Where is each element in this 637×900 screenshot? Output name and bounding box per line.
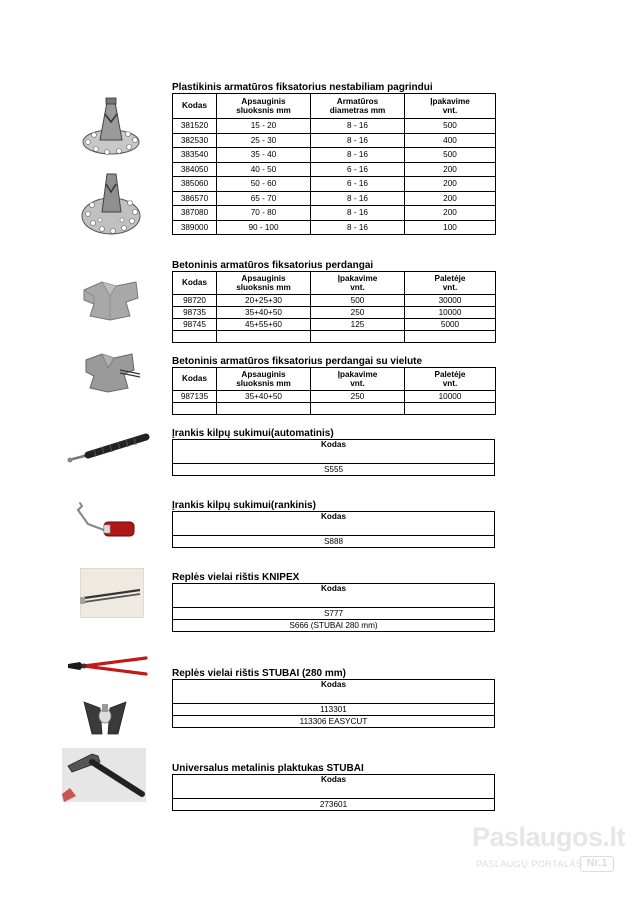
header-cover: Apsauginis sluoksnis mm bbox=[217, 94, 311, 119]
table-row bbox=[173, 133, 496, 148]
table-row bbox=[173, 331, 496, 343]
table-row bbox=[173, 295, 496, 307]
table-row bbox=[173, 206, 496, 221]
knipex-pliers-image bbox=[80, 568, 144, 618]
table-row bbox=[173, 177, 496, 192]
table-cell: 70 - 80 bbox=[217, 206, 311, 221]
table-cell: 113301 bbox=[173, 704, 495, 716]
product-table bbox=[172, 583, 495, 632]
table-row bbox=[173, 391, 496, 403]
table-cell: 40 - 50 bbox=[217, 162, 311, 177]
table-body bbox=[173, 608, 495, 632]
table-row bbox=[173, 319, 496, 331]
table-cell: S666 (STUBAI 280 mm) bbox=[173, 620, 495, 632]
table-cell: S555 bbox=[173, 464, 495, 476]
table-cell: 45+55+60 bbox=[217, 319, 311, 331]
table-cell: 20+25+30 bbox=[217, 295, 311, 307]
section-stubai-pliers bbox=[172, 668, 495, 728]
watermark-tagline: PASLAUGŲ PORTALAS bbox=[476, 859, 583, 869]
table-cell: 500 bbox=[405, 148, 496, 163]
table-cell: 389000 bbox=[173, 220, 217, 235]
table-cell: 386570 bbox=[173, 191, 217, 206]
table-cell bbox=[217, 331, 311, 343]
table-cell: 6 - 16 bbox=[311, 162, 405, 177]
table-cell bbox=[311, 331, 405, 343]
stubai-pliers-image bbox=[66, 656, 150, 680]
header-package: Įpakavime vnt. bbox=[311, 368, 405, 391]
section-concrete-spacer-wire bbox=[172, 356, 495, 415]
section-tool-manual bbox=[172, 500, 495, 548]
table-cell: 250 bbox=[311, 307, 405, 319]
table-cell: 383540 bbox=[173, 148, 217, 163]
table-row bbox=[173, 220, 496, 235]
section-knipex-pliers bbox=[172, 572, 495, 632]
plastic-spacer-small-image bbox=[80, 92, 142, 160]
header-pallet: Paletėje vnt. bbox=[405, 368, 496, 391]
table-cell: 200 bbox=[405, 177, 496, 192]
table-cell: 8 - 16 bbox=[311, 133, 405, 148]
table-cell: 30000 bbox=[405, 295, 496, 307]
section-hammer bbox=[172, 763, 495, 811]
section-title: Universalus metalinis plaktukas STUBAI bbox=[172, 763, 364, 774]
table-row bbox=[173, 119, 496, 134]
product-table bbox=[172, 93, 496, 235]
header-package: Įpakavime vnt. bbox=[311, 272, 405, 295]
table-cell: 15 - 20 bbox=[217, 119, 311, 134]
table-cell: 8 - 16 bbox=[311, 220, 405, 235]
table-cell bbox=[311, 403, 405, 415]
table-row bbox=[173, 716, 495, 728]
header-diameter: Armatūros diametras mm bbox=[311, 94, 405, 119]
table-body bbox=[173, 536, 495, 548]
table-cell bbox=[217, 403, 311, 415]
product-table bbox=[172, 679, 495, 728]
table-cell bbox=[173, 331, 217, 343]
watermark-brand: Paslaugos.lt bbox=[472, 822, 626, 852]
table-cell: 113306 EASYCUT bbox=[173, 716, 495, 728]
section-title: Įrankis kilpų sukimui(rankinis) bbox=[172, 500, 316, 511]
table-row bbox=[173, 704, 495, 716]
table-cell: 35+40+50 bbox=[217, 307, 311, 319]
pliers-head-image bbox=[80, 698, 130, 736]
header-kodas: Kodas bbox=[173, 440, 495, 464]
section-title: Betoninis armatūros fiksatorius perdangai su vielute bbox=[172, 356, 423, 367]
table-cell: 8 - 16 bbox=[311, 119, 405, 134]
table-body bbox=[173, 119, 496, 235]
plastic-spacer-large-image bbox=[80, 170, 142, 238]
table-cell: 385060 bbox=[173, 177, 217, 192]
watermark-badge: Nr.1 bbox=[580, 856, 614, 872]
twisting-tool-auto-image bbox=[66, 428, 150, 468]
header-kodas: Kodas bbox=[173, 680, 495, 704]
section-title: Įrankis kilpų sukimui(automatinis) bbox=[172, 428, 334, 439]
product-table bbox=[172, 511, 495, 548]
header-kodas: Kodas bbox=[173, 94, 217, 119]
twisting-tool-manual-image bbox=[74, 500, 138, 544]
header-kodas: Kodas bbox=[173, 272, 217, 295]
table-cell: 98735 bbox=[173, 307, 217, 319]
table-cell: 6 - 16 bbox=[311, 177, 405, 192]
table-cell: 8 - 16 bbox=[311, 191, 405, 206]
table-cell: 35 - 40 bbox=[217, 148, 311, 163]
watermark-logo bbox=[468, 822, 626, 878]
section-tool-auto bbox=[172, 428, 495, 476]
table-body bbox=[173, 704, 495, 728]
table-cell: 8 - 16 bbox=[311, 206, 405, 221]
section-title: Plastikinis armatūros fiksatorius nestabiliam pagrindui bbox=[172, 82, 433, 93]
table-cell: 35+40+50 bbox=[217, 391, 311, 403]
hammer-image bbox=[62, 748, 146, 802]
table-cell: 10000 bbox=[405, 307, 496, 319]
table-row bbox=[173, 162, 496, 177]
table-cell: 100 bbox=[405, 220, 496, 235]
table-body bbox=[173, 464, 495, 476]
table-row bbox=[173, 608, 495, 620]
table-cell: 5000 bbox=[405, 319, 496, 331]
header-kodas: Kodas bbox=[173, 584, 495, 608]
table-cell: 200 bbox=[405, 162, 496, 177]
table-cell: 400 bbox=[405, 133, 496, 148]
table-cell: 381520 bbox=[173, 119, 217, 134]
table-cell: 50 - 60 bbox=[217, 177, 311, 192]
table-cell bbox=[405, 331, 496, 343]
table-cell: S777 bbox=[173, 608, 495, 620]
table-row bbox=[173, 191, 496, 206]
table-row bbox=[173, 536, 495, 548]
section-title: Betoninis armatūros fiksatorius perdangai bbox=[172, 260, 374, 271]
table-cell: 387080 bbox=[173, 206, 217, 221]
table-cell: 384050 bbox=[173, 162, 217, 177]
table-cell: 273601 bbox=[173, 799, 495, 811]
table-body bbox=[173, 391, 496, 415]
table-row bbox=[173, 799, 495, 811]
concrete-spacer-image bbox=[80, 276, 142, 322]
section-title: Replės vielai rištis KNIPEX bbox=[172, 572, 300, 583]
table-cell: 200 bbox=[405, 206, 496, 221]
table-cell: 25 - 30 bbox=[217, 133, 311, 148]
concrete-spacer-wire-image bbox=[80, 350, 142, 396]
table-cell: 500 bbox=[405, 119, 496, 134]
table-cell: 8 - 16 bbox=[311, 148, 405, 163]
section-plastic-spacer bbox=[172, 82, 495, 235]
table-cell: 98720 bbox=[173, 295, 217, 307]
section-title: Replės vielai rištis STUBAI (280 mm) bbox=[172, 668, 346, 679]
header-kodas: Kodas bbox=[173, 368, 217, 391]
product-table bbox=[172, 439, 495, 476]
section-concrete-spacer bbox=[172, 260, 495, 343]
header-package: Įpakavime vnt. bbox=[405, 94, 496, 119]
product-table bbox=[172, 271, 496, 343]
table-body bbox=[173, 799, 495, 811]
table-row bbox=[173, 403, 496, 415]
product-table bbox=[172, 367, 496, 415]
table-cell: 10000 bbox=[405, 391, 496, 403]
table-row bbox=[173, 307, 496, 319]
header-cover: Apsauginis sluoksnis mm bbox=[217, 272, 311, 295]
header-pallet: Paletėje vnt. bbox=[405, 272, 496, 295]
table-row bbox=[173, 464, 495, 476]
table-cell: 98745 bbox=[173, 319, 217, 331]
table-cell: 125 bbox=[311, 319, 405, 331]
table-body bbox=[173, 295, 496, 343]
table-cell: 90 - 100 bbox=[217, 220, 311, 235]
header-kodas: Kodas bbox=[173, 512, 495, 536]
table-cell: 250 bbox=[311, 391, 405, 403]
table-row bbox=[173, 148, 496, 163]
table-cell: 382530 bbox=[173, 133, 217, 148]
product-table bbox=[172, 774, 495, 811]
table-cell bbox=[173, 403, 217, 415]
header-cover: Apsauginis sluoksnis mm bbox=[217, 368, 311, 391]
table-cell: S888 bbox=[173, 536, 495, 548]
table-cell: 500 bbox=[311, 295, 405, 307]
table-cell: 200 bbox=[405, 191, 496, 206]
table-row bbox=[173, 620, 495, 632]
table-cell: 987135 bbox=[173, 391, 217, 403]
table-cell bbox=[405, 403, 496, 415]
header-kodas: Kodas bbox=[173, 775, 495, 799]
table-cell: 65 - 70 bbox=[217, 191, 311, 206]
